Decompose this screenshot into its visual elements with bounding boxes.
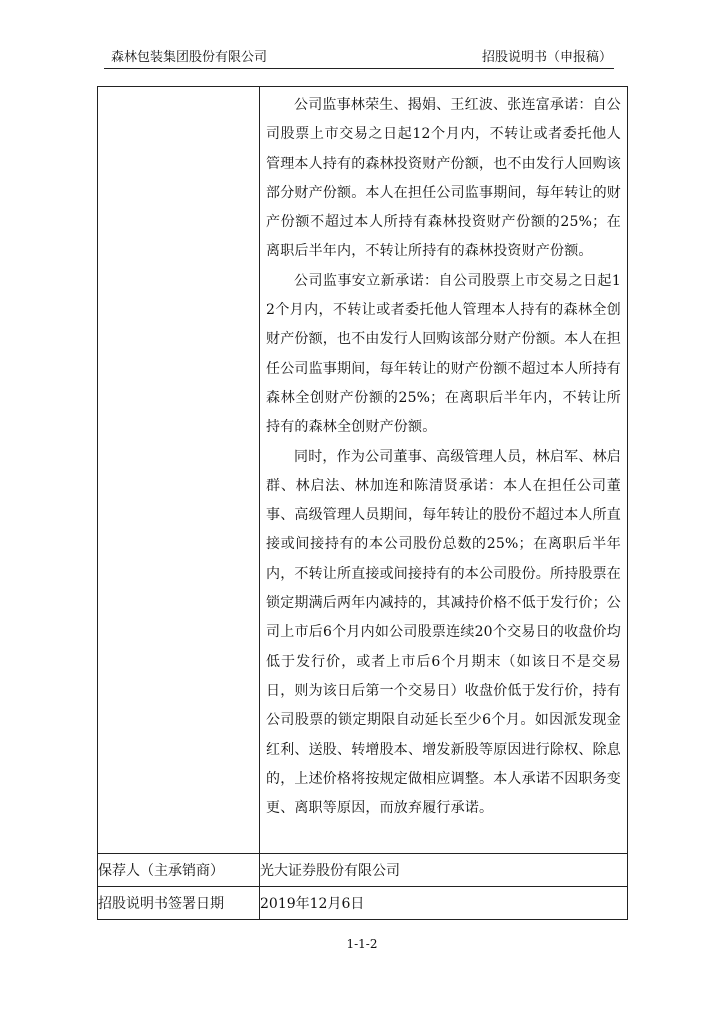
sign-date-value: 2019年12月6日	[260, 887, 628, 920]
commitments-row	[98, 87, 628, 854]
header-company: 森林包装集团股份有限公司	[111, 50, 268, 65]
sign-date-row	[98, 887, 628, 920]
header-doc-type: 招股说明书（申报稿）	[481, 50, 612, 65]
page-number: 1-1-2	[346, 937, 378, 951]
header-divider	[104, 68, 614, 69]
info-table	[97, 86, 628, 920]
commitment-paragraph: 公司监事安立新承诺：自公司股票上市交易之日起12个月内，不转让或者委托他人管理本人持有的森林全创财产份额，也不由发行人回购该部分财产份额。本人在担任公司监事期间，每年转让的财产份额不超过本人所持有森林全创财产份额的25%；在离职后半年内，不转让所持有的森林全创财产份额。	[266, 272, 621, 436]
commitments-cell	[260, 87, 628, 854]
sponsor-row	[98, 854, 628, 887]
commitments-label-cell	[98, 87, 260, 854]
sign-date-label: 招股说明书签署日期	[98, 887, 260, 920]
commitment-paragraph: 公司监事林荣生、揭娟、王红波、张连富承诺：自公司股票上市交易之日起12个月内，不转让或者委托他人管理本人持有的森林投资财产份额，也不由发行人回购该部分财产份额。本人在担任公司监事期间，每年转让的财产份额不超过本人所持有森林投资财产份额的25%；在离职后半年内，不转让所持有的森林投资财产份额。	[266, 97, 621, 260]
sponsor-value: 光大证券股份有限公司	[260, 854, 628, 887]
commitment-paragraph: 同时，作为公司董事、高级管理人员，林启军、林启群、林启法、林加连和陈清贤承诺：本人在担任公司董事、高级管理人员期间，每年转让的股份不超过本人所直接或间接持有的本公司股份总数的25%；在离职后半年内，不转让所直接或间接持有的本公司股份。所持股票在锁定期满后两年内减持的，其减持价格不低于发行价；公司上市后6个月内如公司股票连续20个交易日的收盘价均低于发行价，或者上市后6个月期末（如该日不是交易日，则为该日后第一个交易日）收盘价低于发行价，持有公司股票的锁定期限自动延长至少6个月。如因派发现金红利、送股、转增股本、增发新股等原因进行除权、除息的，上述价格将按规定做相应调整。本人承诺不因职务变更、离职等原因，而放弃履行承诺。	[266, 448, 621, 817]
sponsor-label: 保荐人（主承销商）	[98, 854, 260, 887]
